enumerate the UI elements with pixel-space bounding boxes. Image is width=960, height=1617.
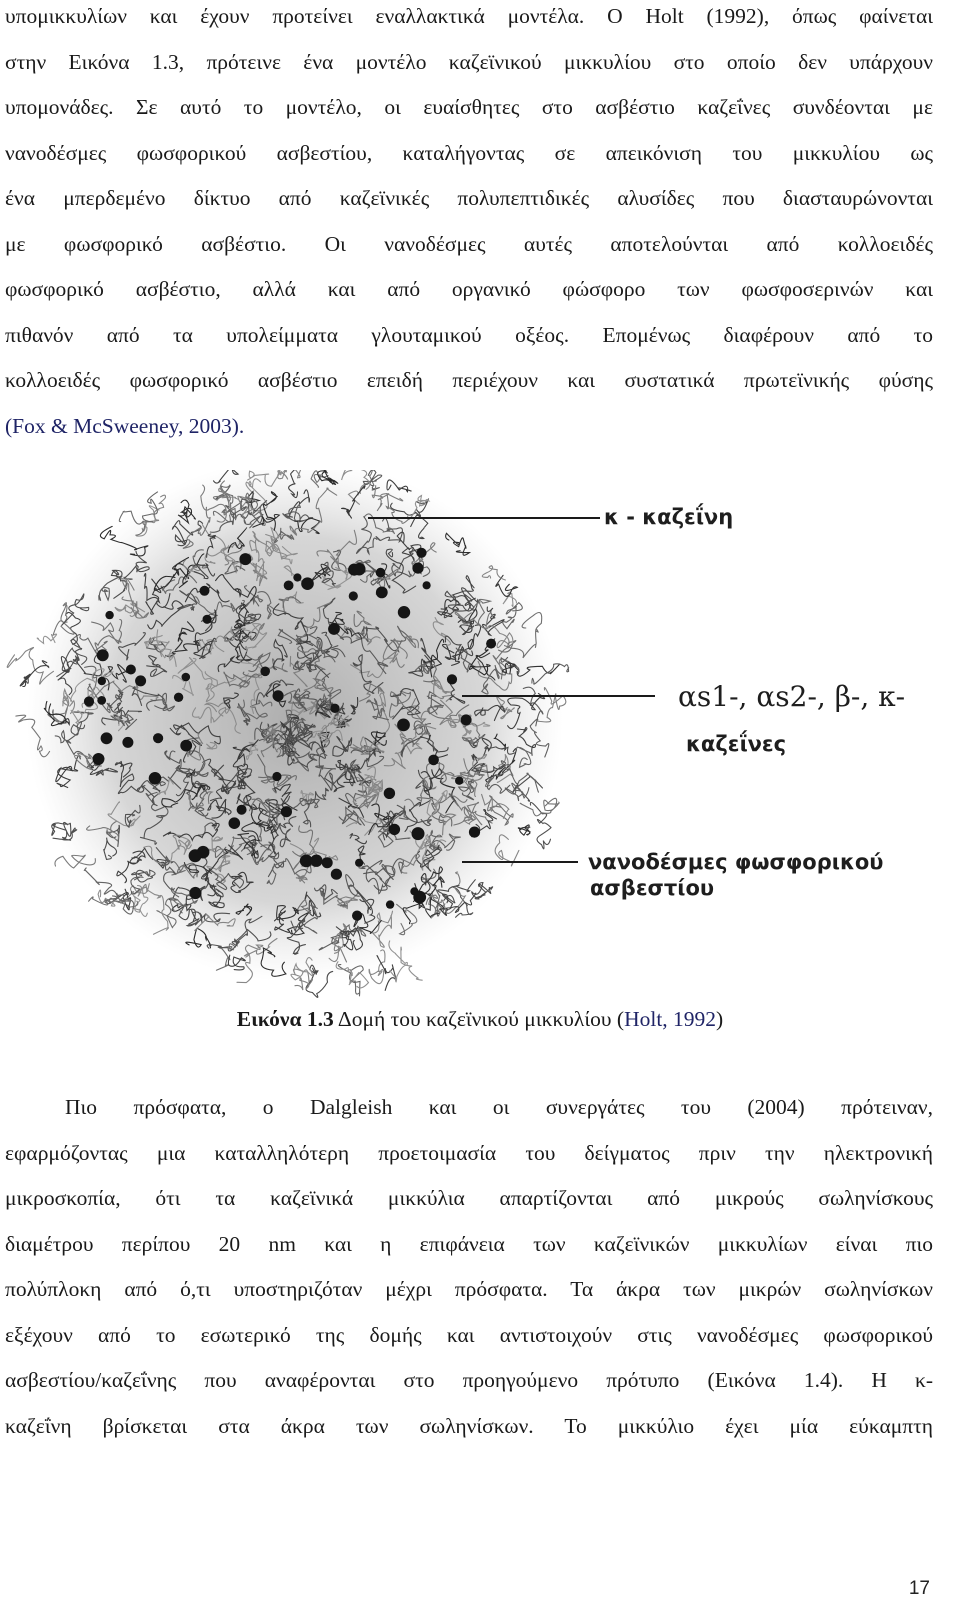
caption-citation: Holt, 1992 [624, 1007, 717, 1031]
nanocluster-dot [486, 639, 496, 649]
nanocluster-dot [281, 806, 292, 817]
nanocluster-dot [174, 693, 183, 702]
paragraph-2-line: μικροσκοπία, ότι τα καζεϊνικά μικκύλια απαρτίζονται από μικρούς σωληνίσκους [5, 1186, 933, 1210]
nanocluster-dot [200, 586, 210, 596]
nanocluster-dot [97, 696, 106, 705]
nanocluster-dot [126, 665, 136, 675]
micelle-illustration [0, 470, 960, 1010]
nanocluster-dot [189, 849, 202, 862]
paragraph-2-line: εξέχουν από το εσωτερικό της δομής και αντιστοιχούν στις νανοδέσμες φωσφορικού [5, 1322, 933, 1347]
nanocluster-dot [310, 855, 322, 867]
nanocluster-dot [455, 777, 463, 785]
paragraph-1-line: με φωσφορικό ασβέστιο. Οι νανοδέσμες αυτές αποτελούνται από κολλοειδές [5, 231, 933, 256]
nanocluster-dot [272, 772, 281, 781]
casein-micelle-figure [0, 470, 960, 1010]
paragraph-1-line: στην Εικόνα 1.3, πρότεινε ένα μοντέλο καζεϊνικού μικκυλίου στο οποίο δεν υπάρχουν [5, 49, 933, 74]
paragraph-1 [5, 0, 933, 449]
paragraph-2-line: ασβεστίου/καζεΐνης που αναφέρονται στο προηγούμενο πρότυπο (Εικόνα 1.4). Η κ- [5, 1368, 933, 1392]
nanocluster-dot [237, 805, 247, 815]
nanocluster-dot [84, 696, 94, 706]
nanocluster-dot [461, 714, 472, 725]
paragraph-1-line: πιθανόν από τα υπολείμματα γλουταμικού οξέος. Επομένως διαφέρουν από το [5, 322, 933, 347]
nanocluster-dot [349, 591, 358, 600]
nanocluster-dot [416, 548, 426, 558]
nanoclusters-label-line2: ασβεστίου [590, 876, 715, 900]
nanocluster-dot [97, 649, 109, 661]
nanocluster-dot [398, 606, 410, 618]
paragraph-1-line: φωσφορικό ασβέστιο, αλλά και από οργανικό φώσφορο των φωσφοσερινών και [5, 277, 933, 301]
paragraph-1-line: υπομονάδες. Σε αυτό το μοντέλο, οι ευαίσθητες στο ασβέστιο καζεΐνες συνδέονται με [5, 95, 933, 119]
nanocluster-dot [301, 577, 314, 590]
paragraph-2-line: εφαρμόζοντας μια καταλληλότερη προετοιμασία του δείγματος πριν την ηλεκτρονική [5, 1140, 933, 1165]
nanocluster-dot [469, 827, 480, 838]
paragraph-2-line: καζεΐνη βρίσκεται στα άκρα των σωληνίσκων. Το μικκύλιο έχει μία εύκαμπτη [5, 1413, 933, 1438]
nanocluster-dot [180, 740, 192, 752]
caseins-word-label: καζεΐνες [686, 732, 787, 756]
page-number: 17 [908, 1578, 930, 1599]
nanocluster-dot [412, 563, 423, 574]
nanocluster-dot [330, 704, 339, 713]
nanocluster-dot [105, 611, 113, 619]
nanocluster-dot [428, 755, 439, 766]
paragraph-2-line: πολύπλοκη από ό,τι υποστηριζόταν μέχρι πρόσφατα. Τα άκρα των μικρών σωληνίσκων [5, 1277, 933, 1301]
nanocluster-dot [376, 587, 388, 599]
nanocluster-dot [229, 817, 241, 829]
nanocluster-dot [101, 732, 113, 744]
paragraph-2-line: διαμέτρου περίπου 20 nm και η επιφάνεια των καζεϊνικών μικκυλίων είναι πιο [5, 1231, 933, 1256]
nanocluster-dot [352, 911, 362, 921]
nanocluster-dot [447, 674, 457, 684]
nanocluster-dot [93, 753, 105, 765]
caption-figure-number: Εικόνα 1.3 [236, 1007, 334, 1031]
nanocluster-dot [153, 733, 163, 743]
nanocluster-dot [412, 827, 425, 840]
nanocluster-dot [182, 673, 191, 682]
nanoclusters-label-line1: νανοδέσμες φωσφορικού [588, 850, 884, 874]
paragraph-2 [5, 1085, 933, 1449]
paragraph-1-citation-line: (Fox & McSweeney, 2003). [5, 413, 245, 438]
nanocluster-dot [284, 581, 294, 591]
nanocluster-dot [355, 859, 363, 867]
kappa-casein-label: κ - καζεΐνη [604, 505, 734, 529]
paragraph-1-line: κολλοειδές φωσφορικό ασβέστιο επειδή περιέχουν και συστατικά πρωτεϊνικής φύσης [5, 368, 933, 392]
nanocluster-dot [376, 568, 386, 578]
nanocluster-dot [386, 900, 394, 908]
nanocluster-dot [397, 719, 410, 732]
nanocluster-dot [423, 581, 431, 589]
nanocluster-dot [260, 667, 270, 677]
nanocluster-dot [135, 675, 146, 686]
nanocluster-dot [353, 563, 366, 576]
caption-text: Δομή του καζεϊνικού μικκυλίου ( [337, 1007, 625, 1031]
nanocluster-dot [273, 690, 284, 701]
nanocluster-dot [149, 772, 162, 785]
nanocluster-dot [328, 623, 340, 635]
nanocluster-dot [413, 891, 426, 904]
paragraph-1-line: υπομικκυλίων και έχουν προτείνει εναλλακτικά μοντέλα. Ο Holt (1992), όπως φαίνεται [5, 4, 933, 28]
paragraph-1-line: ένα μπερδεμένο δίκτυο από καζεϊνικές πολυπεπτιδικές αλυσίδες που διασταυρώνονται [5, 186, 933, 210]
nanocluster-dot [189, 887, 201, 899]
figure-caption [0, 1004, 960, 1034]
nanocluster-dot [322, 857, 333, 868]
nanocluster-dot [389, 824, 400, 835]
nanocluster-dot [239, 553, 251, 565]
paragraph-1-line: νανοδέσμες φωσφορικού ασβεστίου, καταλήγοντας σε απεικόνιση του μικκυλίου ως [5, 140, 933, 165]
nanocluster-dot [203, 615, 212, 624]
paragraph-2-line: Πιο πρόσφατα, ο Dalgleish και οι συνεργάτες του (2004) πρότειναν, [65, 1095, 933, 1119]
nanocluster-dot [331, 869, 342, 880]
nanocluster-dot [293, 573, 301, 581]
nanocluster-dot [384, 788, 395, 799]
nanocluster-dot [122, 737, 133, 748]
caseins-formula-label: αs1-, αs2-, β-, κ- [678, 680, 906, 713]
nanocluster-dot [98, 677, 106, 685]
caption-close: ) [716, 1007, 724, 1031]
